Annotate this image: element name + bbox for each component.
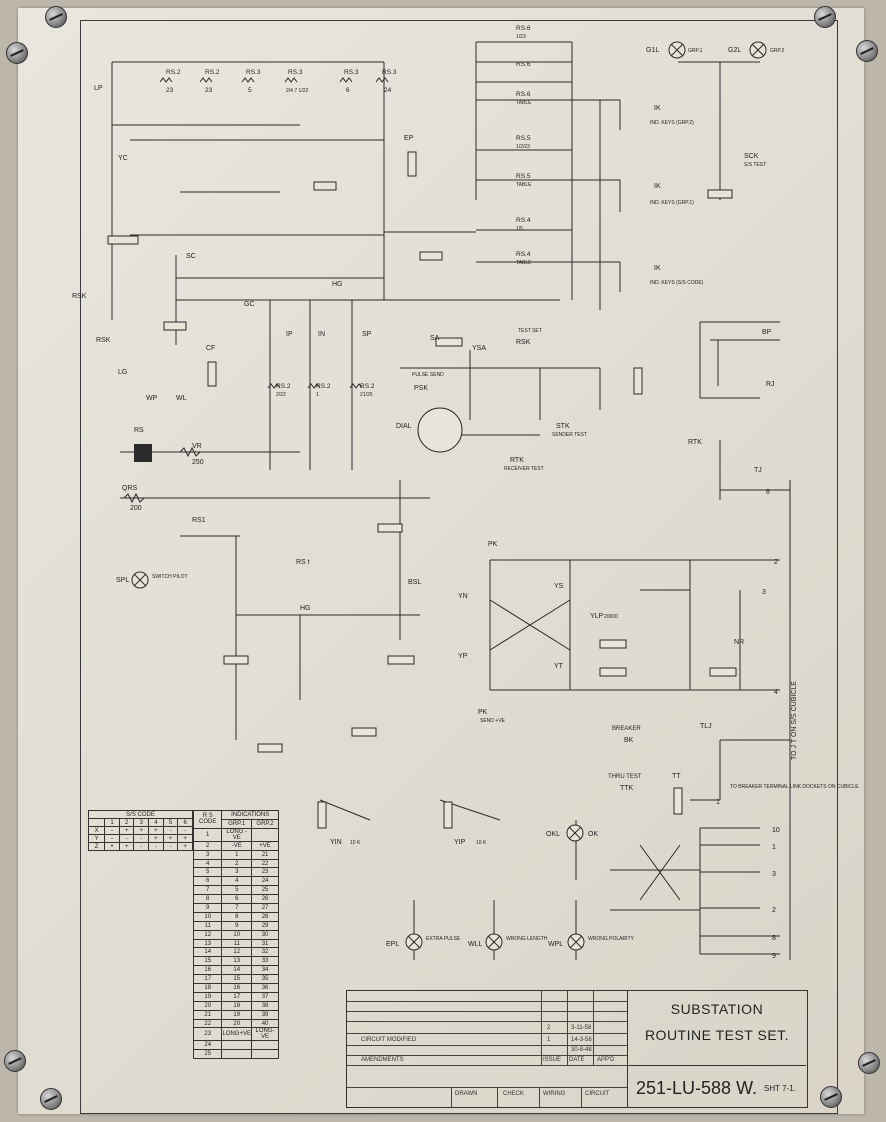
rs-table-row — [194, 904, 279, 913]
rs-table-row — [194, 868, 279, 877]
ss-code-row-label: Y — [89, 835, 105, 843]
lp-label: LP — [94, 85, 103, 92]
to-breaker-label: TO BREAKER TERMINAL LINK DOCKETS ON CUBICLE — [730, 784, 859, 790]
ok-label: OK — [588, 831, 599, 838]
rs-table-cell: 2 — [222, 859, 252, 868]
ylp-label: YLP — [590, 613, 604, 620]
rs-table-cell: 7 — [194, 886, 222, 895]
rs-table-cell: 38 — [252, 1001, 279, 1010]
send-ve-label: SEND +VE — [480, 718, 505, 724]
rs-table-row — [194, 1028, 279, 1041]
rs-mid-val: 1 — [316, 392, 319, 398]
ep-label: EP — [404, 135, 414, 142]
rs-table-cell — [252, 828, 279, 841]
bk-label: BK — [624, 737, 634, 744]
rs-table-row — [194, 850, 279, 859]
rs-mid-name: RS.2 — [360, 383, 375, 390]
terminal-number: 3 — [772, 871, 776, 878]
rs-table-row — [194, 921, 279, 930]
issue-date: 3-11-58 — [571, 1025, 592, 1031]
wll-label: WLL — [468, 941, 483, 948]
sp-label: SP — [362, 331, 372, 338]
ss-test-label: S/S TEST — [744, 162, 767, 168]
ss-code-cell: - — [149, 843, 164, 851]
yp-label: YP — [458, 653, 468, 660]
rs-table-cell: 25 — [194, 1050, 222, 1059]
qrs-label: QRS — [122, 485, 138, 492]
rs-table-row — [194, 1041, 279, 1050]
ss-code-row-label: X — [89, 827, 105, 835]
circuit-modified-label: CIRCUIT MODIFIED — [361, 1037, 417, 1043]
rs-t-label: RS t — [296, 559, 310, 566]
rs-bank-label: RS.3 — [382, 69, 397, 76]
ss-code-cell: + — [134, 827, 149, 835]
drawing-number: 251-LU-588 W. — [636, 1078, 758, 1098]
rs-table-cell: 36 — [252, 984, 279, 993]
terminal-number: 2 — [774, 559, 778, 566]
ss-code-cell: - — [119, 835, 134, 843]
receiver-test-label: RECEIVER TEST — [504, 466, 544, 472]
ind-keys-ss: IND. KEYS (S/S CODE) — [650, 280, 704, 286]
rj-label: RJ — [766, 381, 775, 388]
rs-table-row — [194, 1050, 279, 1059]
rs-table-row — [194, 948, 279, 957]
rs-table-row — [194, 975, 279, 984]
issue-number: 2 — [547, 1025, 551, 1031]
rs-label: RS — [134, 427, 144, 434]
grp1-header: GRP.1 — [222, 819, 252, 828]
amendments-label: AMENDMENTS — [361, 1057, 404, 1063]
ik-label-3: IK — [654, 265, 661, 272]
ss-code-cell: - — [134, 843, 149, 851]
rsk-label: RSK — [72, 293, 87, 300]
gc-label: GC — [244, 301, 255, 308]
rs-table-cell: 12 — [222, 948, 252, 957]
issue-label: ISSUE — [543, 1057, 562, 1063]
g2l-label: G2L — [728, 47, 742, 54]
rs-table-cell — [252, 1050, 279, 1059]
rs-right-name: RS.6 — [516, 91, 531, 98]
rs-table-cell: 23 — [252, 868, 279, 877]
ss-code-col: 2 — [119, 819, 134, 827]
rs-bank-label: RS.3 — [288, 69, 303, 76]
wrong-polarity-label: WRONG POLARITY — [588, 936, 634, 942]
rs-table-cell: LONG -VE — [222, 828, 252, 841]
rs-table-cell: 15 — [222, 975, 252, 984]
rs-mid-val: 21/25 — [360, 392, 373, 398]
rs-bank-value: 23 — [205, 87, 213, 94]
rs-right-val: TABLE — [516, 260, 532, 266]
yt-label: YT — [554, 663, 563, 670]
rs-table-cell: 13 — [194, 939, 222, 948]
rs-code-header: R S CODE — [194, 811, 222, 829]
rs-right-name: RS.5 — [516, 173, 531, 180]
terminal-number: 10 — [772, 827, 780, 834]
rs-bank-label: RS.3 — [246, 69, 261, 76]
wp-label: WP — [146, 395, 158, 402]
rs-bank-value: 5 — [248, 87, 252, 94]
rs-table-cell: 7 — [222, 904, 252, 913]
rs-table-cell: 27 — [252, 904, 279, 913]
rs-table-cell: 20 — [194, 1001, 222, 1010]
grp2-label: GRP.2 — [770, 48, 785, 54]
sheet-number: SHT 7-1. — [764, 1084, 796, 1093]
ss-code-cell: + — [119, 843, 134, 851]
rs-table-cell — [222, 1041, 252, 1050]
rtk-label: RTK — [510, 457, 524, 464]
k10-label: 10 K — [350, 840, 361, 846]
rs-bank-value: 23 — [166, 87, 174, 94]
terminal-number: 1 — [716, 799, 720, 806]
rs-table-cell: 1 — [194, 828, 222, 841]
rs-table-row — [194, 895, 279, 904]
in-label: IN — [318, 331, 325, 338]
issue-date: 30-8-48 — [571, 1047, 592, 1053]
rs-table-cell: 11 — [222, 939, 252, 948]
rsk-label-2: RSK — [96, 337, 111, 344]
pulse-send-label: PULSE SEND — [412, 372, 444, 378]
terminal-number: 9 — [772, 953, 776, 960]
title-line-2: ROUTINE TEST SET. — [644, 1027, 790, 1043]
terminal-number: 3 — [762, 589, 766, 596]
rs-table-cell: 40 — [252, 1019, 279, 1028]
rs-right-val: 1/5 — [516, 226, 523, 232]
rs-table-cell: 18 — [194, 984, 222, 993]
ss-code-cell: + — [149, 827, 164, 835]
drawing-number-area — [627, 1065, 806, 1108]
ss-code-cell: - — [105, 835, 120, 843]
terminal-number: 4 — [774, 689, 778, 696]
lg-label: LG — [118, 369, 128, 376]
title-area — [627, 991, 806, 1065]
ss-code-cell: - — [163, 843, 178, 851]
rs-table-cell: 14 — [222, 966, 252, 975]
rs-right-val: 1/23 — [516, 34, 526, 40]
check-label: CHECK — [503, 1091, 525, 1097]
rs-mid-val: 2/22 — [276, 392, 286, 398]
rs-right-name: RS.5 — [516, 135, 531, 142]
rs-table-row — [194, 1001, 279, 1010]
ss-code-table — [88, 810, 193, 851]
rs-table-cell: 22 — [194, 1019, 222, 1028]
terminal-number: 1 — [772, 844, 776, 851]
spl-label: SPL — [116, 577, 130, 584]
rs-table-cell: 12 — [194, 930, 222, 939]
rs-table-cell: 13 — [222, 957, 252, 966]
rs-bank-label: RS.2 — [205, 69, 220, 76]
rs-table-cell: 37 — [252, 992, 279, 1001]
ss-code-col: 4 — [149, 819, 164, 827]
ip-label: IP — [286, 331, 293, 338]
rs-table-cell: 30 — [252, 930, 279, 939]
title-block — [346, 990, 808, 1108]
rs-table-row — [194, 957, 279, 966]
terminal-number: 6 — [766, 489, 770, 496]
rs-table-row — [194, 841, 279, 850]
ik-label-2: IK — [654, 183, 661, 190]
circuit-label: CIRCUIT — [585, 1091, 610, 1097]
ys-label: YS — [554, 583, 564, 590]
rs-table-cell: 34 — [252, 966, 279, 975]
drawn-label: DRAWN — [455, 1091, 478, 1097]
sck-label: SCK — [744, 153, 759, 160]
rs-table-cell: 17 — [222, 992, 252, 1001]
rs-table-cell: 29 — [252, 921, 279, 930]
rs-table-cell: 21 — [252, 850, 279, 859]
rs-mid-name: RS.2 — [316, 383, 331, 390]
rs-table-cell: 32 — [252, 948, 279, 957]
rs-table-cell: 23 — [194, 1028, 222, 1041]
grp2-header: GRP.2 — [252, 819, 279, 828]
terminal-number: 2 — [772, 907, 776, 914]
vr-label: VR — [192, 443, 202, 450]
rs-table-row — [194, 886, 279, 895]
rs-bank-value: 6 — [346, 87, 350, 94]
rs-table-row — [194, 1019, 279, 1028]
dial-label: DIAL — [396, 423, 412, 430]
rs-bank-label: RS.3 — [344, 69, 359, 76]
sender-test-label: SENDER TEST — [552, 432, 587, 438]
rs-table-cell: 5 — [222, 886, 252, 895]
rs-bank-label: RS.2 — [166, 69, 181, 76]
grp1-label: GRP.1 — [688, 48, 703, 54]
ss-code-cell: - — [105, 827, 120, 835]
rs-right-val: TABLE — [516, 182, 532, 188]
sc-label: SC — [186, 253, 196, 260]
appd-label: APP'D — [597, 1057, 615, 1063]
rs-table-cell: 19 — [222, 1010, 252, 1019]
psk-label: PSK — [414, 385, 429, 392]
wpl-label: WPL — [548, 941, 564, 948]
rs-table-cell: 15 — [194, 957, 222, 966]
tlj-label: TLJ — [700, 723, 712, 730]
rs-table-row — [194, 966, 279, 975]
rsk-label-3: RSK — [516, 339, 531, 346]
ss-code-cell: - — [134, 835, 149, 843]
ind-keys-grp2: IND. KEYS (GRP.2) — [650, 120, 694, 126]
ysa-label: YSA — [472, 345, 487, 352]
r20000-label: 20000 — [604, 614, 618, 620]
rs-table-cell: 18 — [222, 1001, 252, 1010]
ss-code-col: 5 — [163, 819, 178, 827]
rs-table-cell: -VE — [222, 841, 252, 850]
rs-table-cell: 22 — [252, 859, 279, 868]
ss-code-cell: + — [163, 835, 178, 843]
rs-table-row — [194, 992, 279, 1001]
rs-table-cell: 8 — [222, 912, 252, 921]
r250-label: 250 — [192, 459, 204, 466]
rs-table-cell: LONG+VE — [222, 1028, 252, 1041]
to-jt-label: TO J T ON S/S CUBICLE — [791, 681, 798, 760]
wrong-length-label: WRONG LENGTH — [506, 936, 548, 942]
rs-table-row — [194, 828, 279, 841]
rs-table-cell: 4 — [222, 877, 252, 886]
ss-code-cell: + — [178, 835, 193, 843]
yn-label: YN — [458, 593, 468, 600]
rs-table-row — [194, 877, 279, 886]
rs-table-cell — [252, 1041, 279, 1050]
stk-label: STK — [556, 423, 570, 430]
rs-bank-value: 2/4 7 1/22 — [286, 88, 309, 94]
rs-table-row — [194, 912, 279, 921]
rs-right-name: RS.6 — [516, 61, 531, 68]
pk-label: PK — [488, 541, 498, 548]
okl-label: OKL — [546, 831, 561, 838]
hg-label: HG — [332, 281, 343, 288]
rs-table-cell: LONG-VE — [252, 1028, 279, 1041]
ind-keys-grp1: IND. KEYS (GRP.1) — [650, 200, 694, 206]
k10-label-2: 10 K — [476, 840, 487, 846]
rs-table-cell: 28 — [252, 912, 279, 921]
rs-table-cell: 1 — [222, 850, 252, 859]
rs-table-cell: 14 — [194, 948, 222, 957]
r200-label: 200 — [130, 505, 142, 512]
rs-table-row — [194, 859, 279, 868]
terminal-number: 8 — [772, 935, 776, 942]
rs-bank-value: 24 — [384, 87, 392, 94]
rs-table-cell: 39 — [252, 1010, 279, 1019]
rs-table-cell: 9 — [194, 904, 222, 913]
rs-table-cell: 5 — [194, 868, 222, 877]
rs-table-cell: 8 — [194, 895, 222, 904]
ttk-label: TTK — [620, 785, 634, 792]
rs-table-cell: 3 — [194, 850, 222, 859]
date-label: DATE — [569, 1057, 585, 1063]
rs-right-name: RS.4 — [516, 251, 531, 258]
thru-test-label: THRU TEST — [608, 774, 642, 780]
rs-table-cell: 16 — [194, 966, 222, 975]
breaker-label: BREAKER — [612, 726, 641, 732]
tt-label: TT — [672, 773, 681, 780]
rs-table-cell: 25 — [252, 886, 279, 895]
ss-code-col: 1 — [105, 819, 120, 827]
rs-indications-table — [193, 810, 279, 1059]
rs-table-row — [194, 930, 279, 939]
rs-right-name: RS.6 — [516, 25, 531, 32]
rs-table-cell: 4 — [194, 859, 222, 868]
nr-label: NR — [734, 639, 745, 646]
ss-code-cell: + — [105, 843, 120, 851]
rs-right-val: 1/2/23 — [516, 144, 530, 150]
rs-table-cell: 20 — [222, 1019, 252, 1028]
ss-code-header: S/S CODE — [89, 811, 193, 819]
rs-table-cell: 10 — [222, 930, 252, 939]
rs-table-cell: 31 — [252, 939, 279, 948]
ss-code-cell: - — [163, 827, 178, 835]
rs-table-row — [194, 984, 279, 993]
rs-right-val: TABLE — [516, 100, 532, 106]
ss-code-col: 6 — [178, 819, 193, 827]
rs1-label: RS1 — [192, 517, 206, 524]
wiring-label: WIRING — [543, 1091, 566, 1097]
epl-label: EPL — [386, 941, 400, 948]
rs-table-cell: 24 — [252, 877, 279, 886]
ss-code-row-label: Z — [89, 843, 105, 851]
extra-pulse-label: EXTRA PULSE — [426, 936, 461, 942]
rs-table-cell: 2 — [194, 841, 222, 850]
test-set-label: TEST SET — [518, 328, 542, 334]
issue-date: 14-3-58 — [571, 1037, 592, 1043]
rs-table-cell: 9 — [222, 921, 252, 930]
ss-code-col: 3 — [134, 819, 149, 827]
rtk-label-2: RTK — [688, 439, 702, 446]
indications-header: INDICATIONS — [222, 811, 279, 820]
pk-label-2: PK — [478, 709, 488, 716]
rs-right-name: RS.4 — [516, 217, 531, 224]
rs-mid-name: RS.2 — [276, 383, 291, 390]
bsl-label: BSL — [408, 579, 422, 586]
ss-code-cell: + — [178, 843, 193, 851]
gil-label: G1L — [646, 47, 660, 54]
sa-label: SA — [430, 335, 440, 342]
yip-label: YIP — [454, 839, 466, 846]
rs-table-cell: +VE — [252, 841, 279, 850]
rs-table-cell: 24 — [194, 1041, 222, 1050]
rs-table-cell: 16 — [222, 984, 252, 993]
rs-table-cell: 6 — [194, 877, 222, 886]
rs-table-cell: 11 — [194, 921, 222, 930]
switch-pilot-label: SWITCH PILOT — [152, 574, 188, 580]
rs-table-cell: 6 — [222, 895, 252, 904]
ss-code-cell: + — [149, 835, 164, 843]
tj-label: TJ — [754, 467, 762, 474]
ss-code-cell: + — [119, 827, 134, 835]
issue-number: 1 — [547, 1037, 551, 1043]
rs-table-cell: 19 — [194, 992, 222, 1001]
wl-label: WL — [176, 395, 187, 402]
rs-table-row — [194, 1010, 279, 1019]
hg-label-2: HG — [300, 605, 311, 612]
cf-label: CF — [206, 345, 216, 352]
rs-table-cell: 3 — [222, 868, 252, 877]
bp-label: BP — [762, 329, 772, 336]
rs-table-cell: 21 — [194, 1010, 222, 1019]
ss-code-cell: - — [178, 827, 193, 835]
rs-table-cell: 26 — [252, 895, 279, 904]
rs-table-cell — [222, 1050, 252, 1059]
yin-label: YIN — [330, 839, 342, 846]
rs-table-cell: 33 — [252, 957, 279, 966]
rs-table-cell: 35 — [252, 975, 279, 984]
rs-table-cell: 17 — [194, 975, 222, 984]
title-line-1: SUBSTATION — [670, 1001, 764, 1017]
ik-label-1: IK — [654, 105, 661, 112]
rs-table-cell: 10 — [194, 912, 222, 921]
yc-label: YC — [118, 155, 128, 162]
rs-table-row — [194, 939, 279, 948]
